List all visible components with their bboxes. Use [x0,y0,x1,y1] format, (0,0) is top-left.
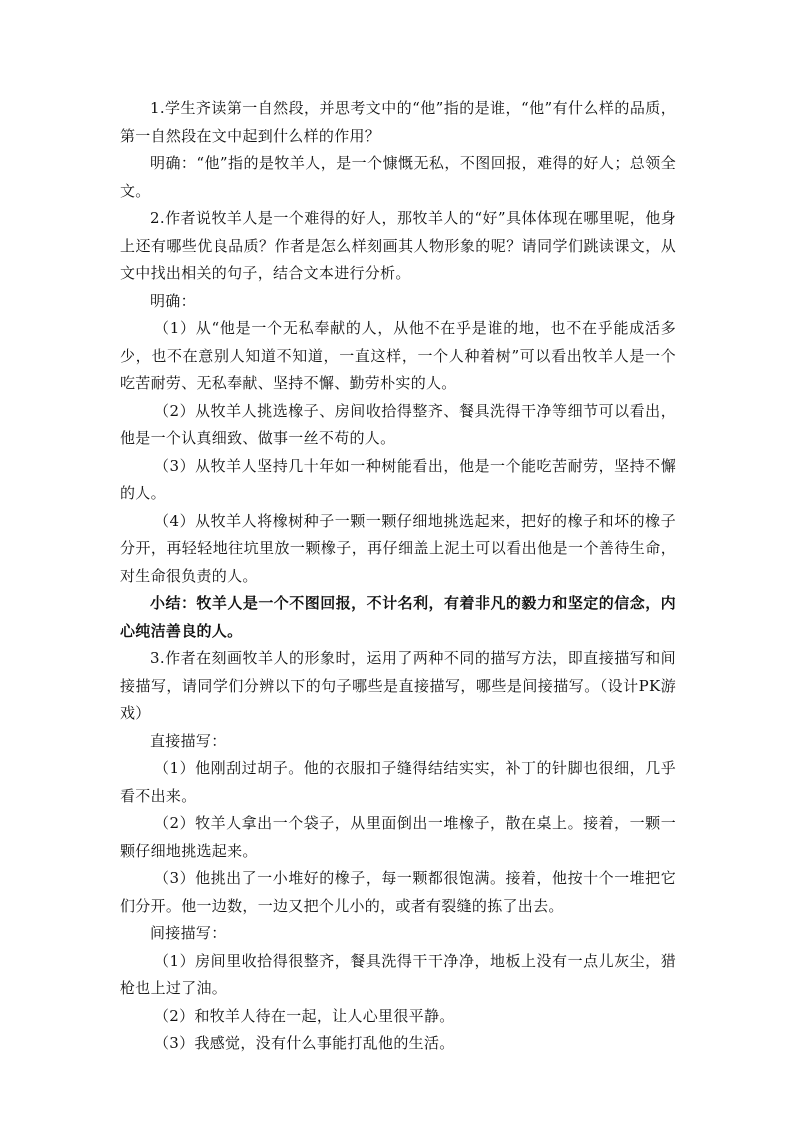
indirect-item-1: （1）房间里收拾得很整齐，餐具洗得干干净净，地板上没有一点儿灰尘，猎枪也上过了油。 [120,951,676,997]
indirect-description-heading: 间接描写： [150,924,227,942]
indirect-item-3: （3）我感觉，没有什么事能打乱他的生活。 [154,1034,455,1052]
answer-2-item-4: （4）从牧羊人将橡树种子一颗一颗仔细地挑选起来，把好的橡子和坏的橡子分开，再轻轻地往坑里放一颗橡子，再仔细盖上泥土可以看出他是一个善待生命，对生命很负责的人。 [120,511,676,585]
direct-item-2: （2）牧羊人拿出一个袋子，从里面倒出一堆橡子，散在桌上。接着，一颗一颗仔细地挑选起来。 [120,814,676,860]
answer-2-heading: 明确： [150,291,196,310]
question-3: 3.作者在刻画牧羊人的形象时，运用了两种不同的描写方法，即直接描写和间接描写，请同学们分辨以下的句子哪些是直接描写，哪些是间接描写。（设计PK游戏） [120,649,676,722]
direct-item-1: （1）他刚刮过胡子。他的衣服扣子缝得结结实实，补丁的针脚也很细，几乎看不出来。 [120,759,676,805]
direct-item-3: （3）他挑出了一小堆好的橡子，每一颗都很饱满。接着，他按十个一堆把它们分开。他一边数，一边又把个儿小的，或者有裂缝的拣了出去。 [120,869,676,915]
document-body [120,95,676,1058]
question-1: 1.学生齐读第一自然段，并思考文中的“他”指的是谁，“他”有什么样的品质，第一自然段在文中起到什么样的作用？ [120,99,676,145]
answer-2-item-1: （1）从“他是一个无私奉献的人，从他不在乎是谁的地，也不在乎能成活多少，也不在意别人知道不知道，一直这样，一个人种着树”可以看出牧羊人是一个吃苦耐劳、无私奉献、坚持不懈、勤劳朴实的人。 [120,319,676,392]
direct-description-heading: 直接描写： [150,731,227,750]
summary: 小结：牧羊人是一个不图回报，不计名利，有着非凡的毅力和坚定的信念，内心纯洁善良的人。 [120,594,676,640]
answer-2-item-2: （2）从牧羊人挑选橡子、房间收拾得整齐、餐具洗得干净等细节可以看出，他是一个认真细致、做事一丝不苟的人。 [120,401,676,447]
question-2: 2.作者说牧羊人是一个难得的好人，那牧羊人的“好”具体体现在哪里呢，他身上还有哪些优良品质？作者是怎么样刻画其人物形象的呢？请同学们跳读课文，从文中找出相关的句子，结合文本进行分析。 [120,209,676,282]
indirect-item-2: （2）和牧羊人待在一起，让人心里很平静。 [154,1006,455,1025]
answer-2-item-3: （3）从牧羊人坚持几十年如一种树能看出，他是一个能吃苦耐劳，坚持不懈的人。 [120,456,676,502]
answer-1: 明确：“他”指的是牧羊人，是一个慷慨无私，不图回报，难得的好人；总领全文。 [120,154,676,200]
